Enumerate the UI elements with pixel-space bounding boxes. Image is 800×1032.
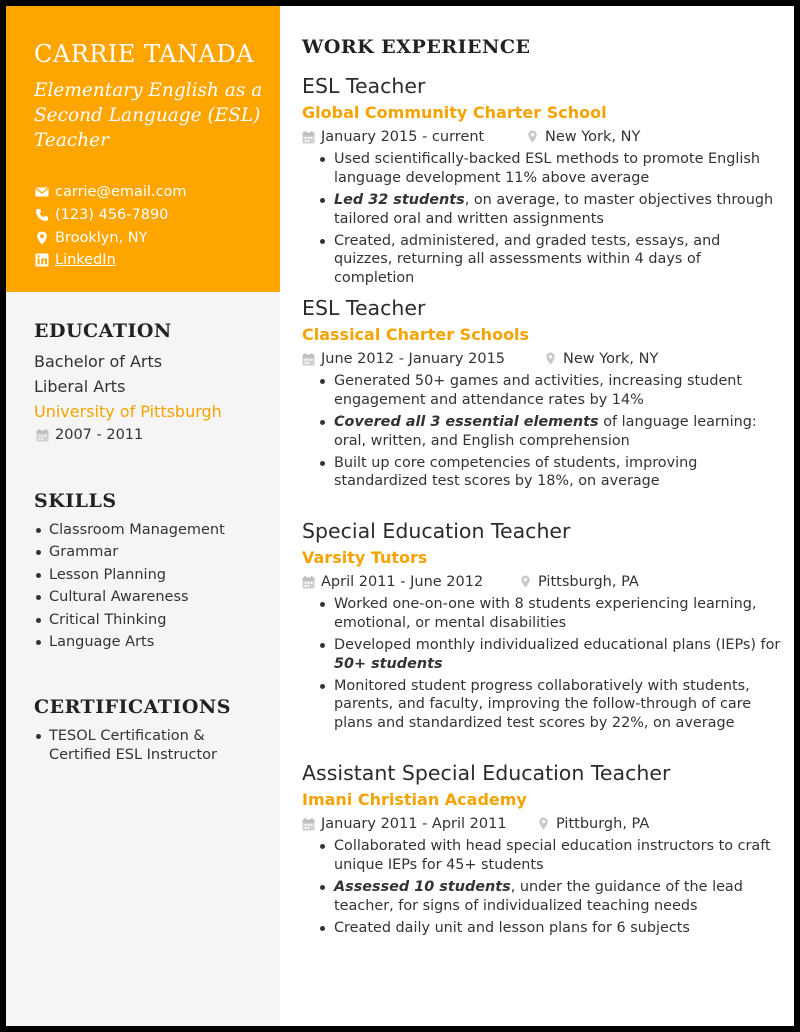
job-bullets [302,372,782,491]
calendar-icon [36,429,49,442]
certification-item: TESOL Certification & Certified ESL Instructor [49,727,239,765]
candidate-role: Elementary English as a Second Language (ESL) Teacher [34,80,263,151]
job-meta [302,350,782,372]
sidebar [6,6,280,1026]
job-company: Global Community Charter School [302,103,607,122]
phone-icon [35,208,49,222]
work-experience-heading: WORK EXPERIENCE [302,36,531,58]
skill-item: Lesson Planning [49,566,285,585]
job-dates-text: January 2015 - current [321,129,485,145]
skills-heading: SKILLS [34,490,117,512]
skill-item: Language Arts [49,633,285,652]
bullet-highlight: Led 32 students [334,191,465,208]
main-column [302,6,782,1026]
bullet-text: Generated 50+ games and activities, increasing student engagement and attendance rates by 14% [334,373,743,408]
education-degree: Bachelor of Arts [34,352,163,371]
job-entry [302,761,782,941]
education-major: Liberal Arts [34,377,126,396]
job-bullet [334,454,782,491]
skills-list [34,521,285,655]
job-bullet [334,677,782,733]
map-pin-icon [544,352,557,366]
job-location-text: New York, NY [563,351,659,367]
job-bullet [334,232,782,288]
bullet-text: Built up core competencies of students, improving standardized test scores by 18%, on average [334,454,698,490]
header-block [6,6,280,292]
bullet-text: Developed monthly individualized educational plans (IEPs) for [334,636,781,653]
job-location-text: New York, NY [545,129,641,145]
job-meta [302,128,782,150]
job-dates-text: January 2011 - April 2011 [321,816,507,832]
education-dates [36,427,143,443]
contact-location [35,228,147,248]
job-location [519,574,639,590]
certifications-heading: CERTIFICATIONS [34,696,231,718]
job-company: Classical Charter Schools [302,325,530,344]
job-title: Assistant Special Education Teacher [302,761,671,785]
envelope-icon [35,185,49,199]
education-school: University of Pittsburgh [34,402,222,421]
job-dates-text: April 2011 - June 2012 [321,574,484,590]
job-dates-text: June 2012 - January 2015 [321,351,506,367]
skill-item: Grammar [49,543,285,562]
location-text: Brooklyn, NY [55,230,148,246]
bullet-text: Used scientifically-backed ESL methods to promote English language development 11% above average [334,151,760,186]
skill-item: Critical Thinking [49,611,285,630]
job-bullets [302,150,782,288]
contact-email[interactable] [35,182,187,202]
job-bullet [334,878,782,915]
job-bullet [334,150,782,187]
job-bullet [334,372,782,409]
map-pin-icon [35,231,49,245]
job-bullets [302,595,782,733]
job-location [526,129,640,145]
phone-text: (123) 456-7890 [55,207,169,223]
bullet-text: Monitored student progress collaboratively with students, parents, and faculty, improving the follow-through of care plans and standardized test scores by 22%, on average [334,677,752,731]
calendar-icon [302,131,315,144]
bullet-highlight: Assessed 10 students [334,878,511,895]
map-pin-icon [537,817,550,831]
job-bullet [334,837,782,874]
map-pin-icon [519,575,532,589]
education-dates-text: 2007 - 2011 [55,427,144,443]
bullet-text: , on average, to master objectives through tailored oral and written assignments [334,191,774,227]
bullet-text: of language learning: oral, written, and English comprehension [334,413,757,449]
contact-phone[interactable] [35,205,168,225]
job-title: Special Education Teacher [302,519,571,543]
bullet-highlight: Covered all 3 essential elements [334,413,599,430]
job-entry [302,519,782,736]
job-dates [302,351,505,367]
job-entry [302,74,782,291]
job-dates [302,816,507,832]
job-entry [302,296,782,494]
job-bullet [334,191,782,228]
job-dates [302,574,483,590]
linkedin-link[interactable]: LinkedIn [55,252,116,268]
job-location-text: Pittsburgh, PA [538,574,639,590]
job-bullet [334,919,782,938]
calendar-icon [302,576,315,589]
job-title: ESL Teacher [302,74,426,98]
resume-page [6,6,794,1026]
bullet-text: , under the guidance of the lead teacher, for signs of individualized teaching needs [334,878,743,914]
job-dates [302,129,484,145]
job-location [537,816,649,832]
skill-item: Cultural Awareness [49,588,285,607]
job-bullet [334,413,782,450]
job-bullet [334,636,782,673]
map-pin-icon [526,130,539,144]
job-bullet [334,595,782,632]
job-title: ESL Teacher [302,296,426,320]
job-location [544,351,658,367]
education-heading: EDUCATION [34,320,172,342]
job-bullets [302,837,782,937]
job-location-text: Pittburgh, PA [556,816,650,832]
contact-linkedin[interactable] [35,250,116,270]
bullet-text: Created daily unit and lesson plans for 6 subjects [334,919,690,936]
bullet-highlight: 50+ students [334,655,443,672]
job-meta [302,815,782,837]
candidate-name: CARRIE TANADA [34,40,254,68]
bullet-text: Created, administered, and graded tests, essays, and quizzes, returning all assessments within 4 days of completion [334,232,721,286]
skill-item: Classroom Management [49,521,285,540]
bullet-text: Collaborated with head special education instructors to craft unique IEPs for 45+ students [334,838,771,873]
certifications-list [34,727,239,768]
bullet-text: Worked one-on-one with 8 students experiencing learning, emotional, or mental disabilities [334,596,757,631]
job-company: Imani Christian Academy [302,790,527,809]
linkedin-icon [35,253,49,267]
email-text: carrie@email.com [55,184,187,200]
job-company: Varsity Tutors [302,548,428,567]
job-meta [302,573,782,595]
calendar-icon [302,353,315,366]
calendar-icon [302,818,315,831]
